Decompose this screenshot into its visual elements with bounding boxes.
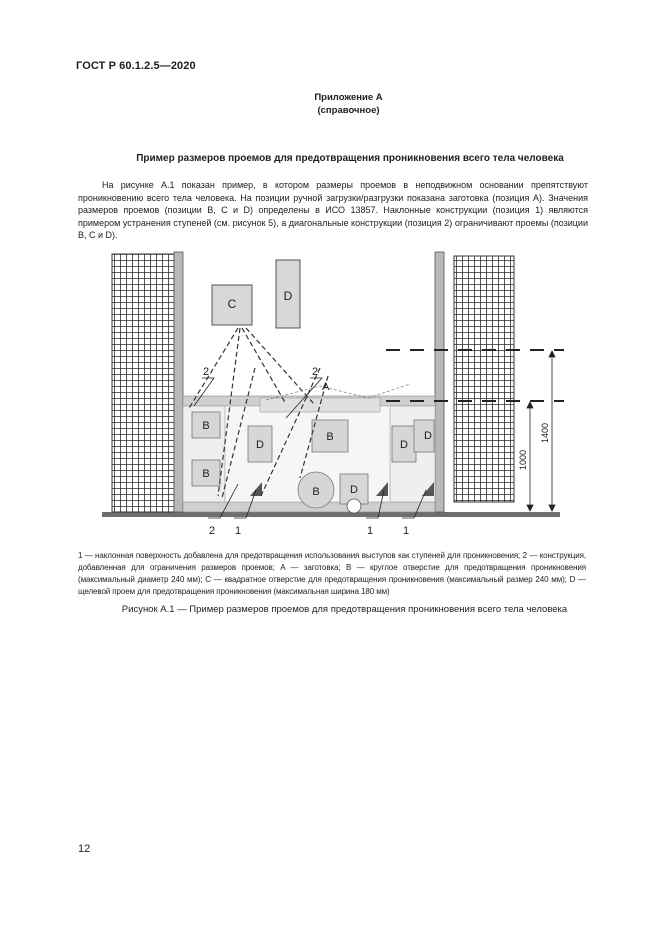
label-1-center: 1 <box>367 525 374 537</box>
page-number: 12 <box>78 843 91 855</box>
label-c: C <box>227 297 237 311</box>
section-title: Пример размеров проемов для предотвращения проникновения всего тела человека <box>136 153 564 164</box>
legend-text: 1 — наклонная поверхность добавлена для предотвращения использования выступов как ступеней для проникновения; 2 — конструкция, добавленная для ограничения размеров проемов; A — заготовка; B — круглое отверстие для предотвращения проникновения (максимальный диаметр 240 мм); C — квадратное отверстие для предотвращения проникновения (максимальный размер 240 мм); D — щелевой проем для предотвращения проникновения (максимальная ширина 180 мм) <box>78 551 586 596</box>
label-2-left: 2 <box>203 366 210 378</box>
figure-caption: Рисунок А.1 — Пример размеров проемов для предотвращения проникновения всего тела человека <box>121 604 568 615</box>
figure-legend <box>78 550 586 598</box>
intro-text <box>78 179 588 242</box>
arrow-1000-top <box>527 402 533 408</box>
label-1-left: 1 <box>235 525 242 537</box>
label-b-lower-left: B <box>202 468 210 480</box>
left-guard-post <box>174 252 183 512</box>
label-b-center: B <box>326 431 334 443</box>
label-1-right: 1 <box>403 525 410 537</box>
annex-title: Приложение А <box>314 92 383 103</box>
left-guard-mesh <box>112 254 174 512</box>
label-d-2: D <box>350 484 358 496</box>
dimension-1000: 1000 <box>518 449 528 471</box>
right-guard-mesh <box>454 256 514 502</box>
label-d-3: D <box>400 439 408 451</box>
loading-table <box>260 398 380 412</box>
annex-subtitle: (справочное) <box>317 105 380 116</box>
label-2-center: 2 <box>312 366 319 378</box>
label-2-bottom: 2 <box>209 525 216 537</box>
right-guard-post <box>435 252 444 512</box>
arrow-1400-top <box>549 351 555 357</box>
label-a: A <box>322 381 330 393</box>
standard-code: ГОСТ Р 60.1.2.5—2020 <box>76 60 196 72</box>
label-d-top: D <box>283 289 293 303</box>
arrow-1000-bottom <box>527 505 533 511</box>
label-b-upper-left: B <box>202 420 210 432</box>
label-b-round: B <box>312 486 320 498</box>
intro-paragraph: На рисунке А.1 показан пример, в котором размеры проемов в неподвижном основании препятствуют проникновению всего тела человека. На позиции ручной загрузки/разгрузки показана заготовка (позиция А). Значения размеров проемов (позиции В, С и D) определены в ИСО 13857. Наклонные конструкции (позиция 1) являются примером устранения ступеней (см. рисунок 5), а диагональные конструкции (позиция 2) ограничивают проемы (позиции В, С и D). <box>78 180 588 240</box>
roller <box>347 499 361 513</box>
label-d-4: D <box>424 430 432 442</box>
label-d-1: D <box>256 439 264 451</box>
arrow-1400-bottom <box>549 505 555 511</box>
figure <box>90 248 570 545</box>
dimension-1400: 1400 <box>540 422 550 444</box>
ground-line <box>102 512 560 517</box>
figure-drawing <box>90 248 570 540</box>
